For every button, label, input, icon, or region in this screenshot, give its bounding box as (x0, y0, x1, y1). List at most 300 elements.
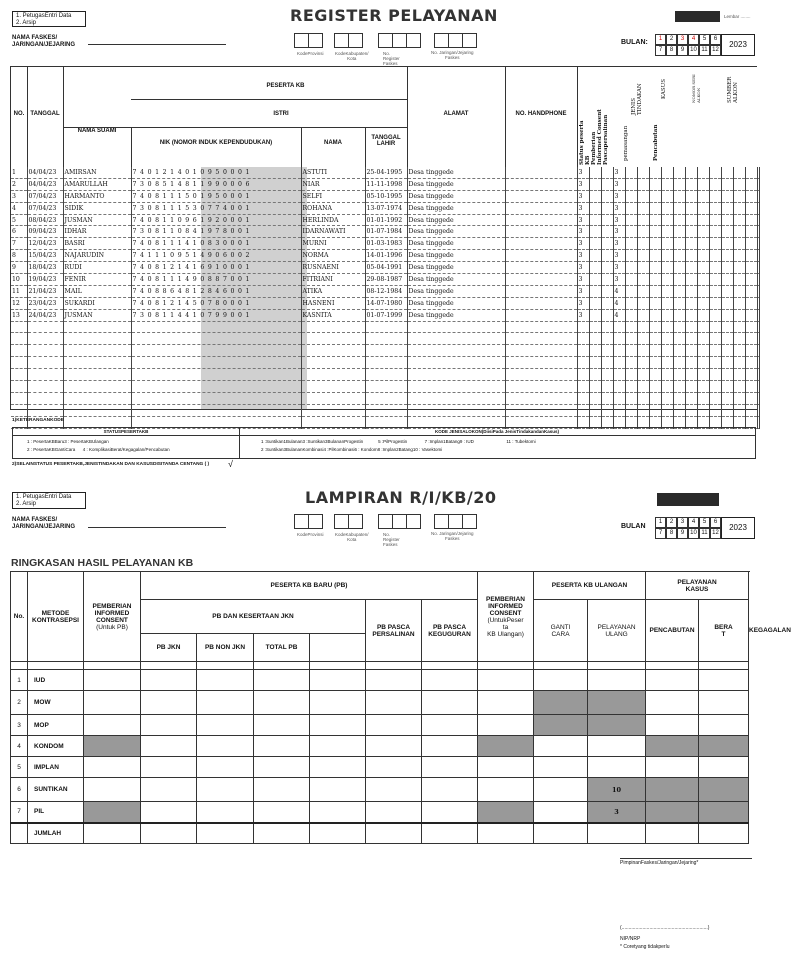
row-cell (697, 285, 709, 297)
empty-row (11, 357, 759, 369)
row-cell (625, 274, 637, 286)
summary-cell (699, 757, 749, 778)
row-cell (589, 167, 601, 178)
row-alamat: Desa tinggede (407, 274, 505, 286)
row-cell (733, 250, 745, 262)
lembar-label: Lembar ........ (724, 14, 751, 19)
row-cell (589, 250, 601, 262)
note-line: 1. PetugasEntri Data (16, 13, 72, 19)
row-cell (589, 190, 601, 202)
summary-cell (197, 778, 254, 802)
summary-cell (254, 691, 310, 715)
col-jenis: JENIS TINDAKAN (631, 83, 643, 115)
empty-row (11, 333, 759, 345)
row-cell (685, 309, 697, 321)
row-cell (649, 285, 661, 297)
summary-cell (366, 691, 422, 715)
row-cell (709, 226, 721, 238)
summary-cell (646, 757, 699, 778)
section-title: RINGKASAN HASIL PELAYANAN KB (11, 557, 194, 569)
row-nama: SELFI (301, 190, 365, 202)
summary-ulang (588, 670, 646, 691)
row-cell (661, 297, 673, 309)
row-lahir: 01-03-1983 (365, 238, 407, 250)
row-cell (709, 190, 721, 202)
coret-note: * Coretyang tidakperlu (620, 944, 670, 950)
summary-cell (478, 670, 534, 691)
row-cell (745, 178, 757, 190)
summary-no: 1 (11, 670, 28, 691)
row-cell (601, 285, 613, 297)
row-suami: JUSMAN (63, 309, 131, 321)
row-cell (697, 250, 709, 262)
month-grid-2[interactable]: 1 2 3 4 5 6 7 8 9 10 11 12 (655, 517, 721, 539)
row-status: 3 (577, 167, 589, 178)
legend-kode-line: 1 :Suntikan1Bulanan3 :Suntikan3BulananProgestin 5 :PilProgestin 7 :Implan1Batang9 : IUD 11 : Tubektomi (261, 439, 536, 444)
row-no: 13 (11, 309, 27, 321)
row-nama: KASNITA (301, 309, 365, 321)
row-cell (709, 309, 721, 321)
row-cell (637, 285, 649, 297)
row-suami: HARMANTO (63, 190, 131, 202)
row-alamat: Desa tinggede (407, 178, 505, 190)
row-cell (685, 297, 697, 309)
legend-note: 2)SELAINSTATUS PESERTAKB,JENISTINDAKAN DAN KASUSDISITANDA CENTANG ( ) (12, 462, 210, 467)
row-no: 7 (11, 238, 27, 250)
row-cell (601, 250, 613, 262)
empty-row (11, 404, 759, 416)
summary-cell (84, 757, 141, 778)
legend-status-line: 2 : PesertaKBGantiCara 4 : KomplikasiBerat/Kegagalan/Pencabutan (27, 447, 170, 452)
row-cell (601, 309, 613, 321)
row-cell (721, 178, 733, 190)
row-cell (649, 297, 661, 309)
row-nama: ROHANA (301, 202, 365, 214)
row-nama: HERLINDA (301, 214, 365, 226)
row-cell (709, 274, 721, 286)
row-cell (733, 178, 745, 190)
summary-cell (534, 778, 588, 802)
row-suami: SIDIK (63, 202, 131, 214)
table-row (11, 214, 759, 226)
nip-label: NIP/NRP (620, 936, 641, 942)
summary-metode: KONDOM (28, 736, 84, 757)
row-cell (757, 226, 759, 238)
row-cell (637, 202, 649, 214)
row-jenis: 3 (613, 202, 625, 214)
row-cell (649, 250, 661, 262)
summary-cell (699, 715, 749, 736)
legend-kode-title: KODE JENISALOKON(DiisiPada JenisTindakandanKasus) (239, 428, 755, 436)
row-nama: IDARNAWATI (301, 226, 365, 238)
summary-cell (197, 670, 254, 691)
row-tanggal: 18/04/23 (27, 262, 63, 274)
row-jenis: 3 (613, 238, 625, 250)
row-cell (721, 309, 733, 321)
row-lahir: 29-08-1987 (365, 274, 407, 286)
faskes-field[interactable] (88, 44, 226, 45)
row-cell (637, 167, 649, 178)
row-cell (673, 214, 685, 226)
summary-metode: JUMLAH (28, 823, 84, 844)
row-status: 3 (577, 214, 589, 226)
summary-cell (84, 736, 141, 757)
row-cell (733, 238, 745, 250)
row-hp (505, 226, 577, 238)
row-nik: 7408110961920001 (131, 214, 301, 226)
row-cell (721, 167, 733, 178)
summary-cell (197, 802, 254, 823)
summary-cell (310, 736, 366, 757)
row-cell (757, 167, 759, 178)
summary-cell (254, 736, 310, 757)
row-cell (721, 214, 733, 226)
row-cell (649, 214, 661, 226)
h-jkn: PB DAN KESERTAAN JKN (141, 600, 366, 634)
row-cell (589, 238, 601, 250)
row-nama: ATIKA (301, 285, 365, 297)
table-row (11, 178, 759, 190)
summary-metode: PIL (28, 802, 84, 823)
row-cell (625, 226, 637, 238)
faskes-field-2[interactable] (88, 527, 226, 528)
row-cell (745, 226, 757, 238)
row-cell (601, 238, 613, 250)
row-alamat: Desa tinggede (407, 167, 505, 178)
h-pasca-persalinan: PB PASCA PERSALINAN (366, 600, 422, 662)
row-cell (709, 167, 721, 178)
row-alamat: Desa tinggede (407, 202, 505, 214)
summary-cell (254, 778, 310, 802)
row-tanggal: 09/04/23 (27, 226, 63, 238)
summary-cell (534, 715, 588, 736)
row-cell (673, 226, 685, 238)
row-cell (709, 297, 721, 309)
row-cell (685, 285, 697, 297)
row-nama: HASNENI (301, 297, 365, 309)
summary-cell (254, 802, 310, 823)
faskes-label-2: NAMA FASKES/ JARINGAN/JEJARING (12, 517, 76, 530)
row-no: 10 (11, 274, 27, 286)
row-cell (661, 285, 673, 297)
row-cell (625, 285, 637, 297)
col-informed: Pemberian Informed Consent (591, 109, 603, 165)
code-label: No. Jaringan/Jejaring Faskes (431, 50, 474, 60)
register-table (10, 66, 757, 410)
summary-cell (699, 736, 749, 757)
row-hp (505, 285, 577, 297)
row-status: 3 (577, 202, 589, 214)
row-alamat: Desa tinggede (407, 297, 505, 309)
summary-no: 3 (11, 715, 28, 736)
row-cell (733, 285, 745, 297)
summary-cell (646, 715, 699, 736)
summary-metode: MOW (28, 691, 84, 715)
row-hp (505, 214, 577, 226)
summary-metode: IUD (28, 670, 84, 691)
row-alamat: Desa tinggede (407, 309, 505, 321)
row-cell (661, 262, 673, 274)
code-label: KodeProvinsi (297, 51, 324, 56)
summary-cell (197, 736, 254, 757)
summary-row (11, 823, 749, 844)
redacted-block-2 (657, 493, 719, 506)
row-cell (649, 202, 661, 214)
row-lahir: 08-12-1984 (365, 285, 407, 297)
table-row (11, 226, 759, 238)
summary-cell (534, 670, 588, 691)
col-peserta: PESERTA KB (266, 83, 305, 89)
row-cell (745, 262, 757, 274)
row-cell (745, 214, 757, 226)
summary-cell (422, 691, 478, 715)
row-cell (673, 202, 685, 214)
row-cell (625, 202, 637, 214)
summary-cell (141, 691, 197, 715)
distribution-notes (12, 11, 86, 27)
row-status: 3 (577, 250, 589, 262)
row-cell (601, 226, 613, 238)
row-status: 3 (577, 190, 589, 202)
row-alamat: Desa tinggede (407, 250, 505, 262)
summary-row (11, 715, 749, 736)
row-nik: 7408121416910001 (131, 262, 301, 274)
h-pencabutan: PENCABUTAN (646, 600, 699, 662)
row-jenis: 3 (613, 262, 625, 274)
summary-cell (422, 670, 478, 691)
row-cell (745, 285, 757, 297)
summary-table: No. METODE KONTRASEPSI PEMBERIAN INFORMED CONSENT (Untuk PB) PESERTA KB BARU (PB) PEMBERIAN INFORMED CONSENT (UntukPeser ta KB Ulangan) PESERTA KB ULANGAN PELAYANAN KASUS PB DAN KESERTAAN JKN PB PASCA PERSALINAN PB PASCA KEGUGURAN GANTI CARA PELAYANAN ULANG PENCABUTAN BERA T KEGAGALAN PB JKN PB NON JKN TOTAL PB 1 IUD 2 MOW 3 MOP 4 KONDOM 5 IMPLAN 6 SUNTIKAN 10 7 PIL 3 JUMLAH (10, 571, 749, 844)
row-cell (589, 226, 601, 238)
col-pencabutan: Pencabutan (653, 124, 659, 161)
summary-cell (422, 802, 478, 823)
summary-cell (646, 778, 699, 802)
row-no: 12 (11, 297, 27, 309)
row-cell (649, 274, 661, 286)
summary-cell (366, 823, 422, 844)
row-cell (649, 238, 661, 250)
row-cell (697, 297, 709, 309)
summary-cell (84, 670, 141, 691)
empty-row (11, 392, 759, 404)
row-suami: RUDI (63, 262, 131, 274)
row-cell (757, 297, 759, 309)
summary-cell (366, 757, 422, 778)
row-cell (649, 226, 661, 238)
row-cell (625, 214, 637, 226)
row-cell (661, 190, 673, 202)
summary-cell (197, 715, 254, 736)
row-cell (661, 274, 673, 286)
row-hp (505, 190, 577, 202)
col-nama: NAMA (324, 140, 342, 146)
h-informed: PEMBERIAN INFORMED CONSENT (Untuk PB) (84, 572, 141, 662)
summary-cell (534, 757, 588, 778)
col-sumber: SUMBER ALKON (727, 76, 739, 103)
row-cell (649, 262, 661, 274)
legend-status-line: 1 : PesertaKBBaru3 : PesertaKBUlangan (27, 439, 109, 444)
sign-line: (..............................................................) (620, 925, 710, 931)
summary-cell (478, 823, 534, 844)
row-cell (685, 238, 697, 250)
summary-cell (366, 802, 422, 823)
row-status: 3 (577, 178, 589, 190)
check-mark: √ (228, 459, 233, 469)
row-no: 8 (11, 250, 27, 262)
bulan-label: BULAN: (621, 39, 648, 46)
summary-cell (534, 823, 588, 844)
summary-cell (310, 670, 366, 691)
row-lahir: 05-10-1995 (365, 190, 407, 202)
row-cell (673, 238, 685, 250)
row-tanggal: 23/04/23 (27, 297, 63, 309)
row-cell (721, 262, 733, 274)
table-row (11, 274, 759, 286)
row-cell (745, 309, 757, 321)
lampiran-title: LAMPIRAN R/I/KB/20 (305, 488, 497, 507)
row-lahir: 14-01-1996 (365, 250, 407, 262)
summary-row (11, 691, 749, 715)
row-cell (697, 167, 709, 178)
h-informed-2: PEMBERIAN INFORMED CONSENT (UntukPeser ta KB Ulangan) (478, 572, 534, 662)
summary-ulang: 3 (588, 802, 646, 823)
summary-cell (534, 802, 588, 823)
row-cell (661, 250, 673, 262)
row-lahir: 05-04-1991 (365, 262, 407, 274)
row-cell (649, 190, 661, 202)
distribution-notes-2 (12, 492, 86, 509)
summary-cell (478, 778, 534, 802)
row-alamat: Desa tinggede (407, 226, 505, 238)
summary-cell (366, 715, 422, 736)
col-alamat: ALAMAT (443, 111, 469, 117)
col-pemasangan: pemasangan (623, 125, 629, 161)
row-cell (637, 262, 649, 274)
summary-cell (646, 823, 699, 844)
summary-cell (310, 802, 366, 823)
summary-cell (534, 736, 588, 757)
legend-kode-line: 2 :Suntikan3BulananKombinasi4 :PilKombinasi6 : Kondom8 :Implan2Batang10 : Vasektomi (261, 447, 443, 452)
note-line: 2. Arsip (16, 501, 37, 507)
summary-cell (422, 736, 478, 757)
row-cell (685, 178, 697, 190)
row-cell (601, 262, 613, 274)
row-cell (709, 250, 721, 262)
summary-cell (254, 823, 310, 844)
row-suami: AMARULLAH (63, 178, 131, 190)
row-tanggal: 15/04/23 (27, 250, 63, 262)
summary-cell (422, 715, 478, 736)
row-cell (589, 309, 601, 321)
summary-cell (84, 802, 141, 823)
table-row (11, 285, 759, 297)
faskes-label: NAMA FASKES/ JARINGAN/JEJARING (12, 35, 76, 48)
summary-cell (197, 823, 254, 844)
pimpinan-label: PimpinanFaskes/Jaringan/Jejaring* (620, 858, 752, 866)
row-cell (637, 178, 649, 190)
row-suami: JUSMAN (63, 214, 131, 226)
summary-ulang (588, 757, 646, 778)
row-cell (709, 285, 721, 297)
row-cell (685, 214, 697, 226)
row-tanggal: 04/04/23 (27, 178, 63, 190)
row-cell (673, 309, 685, 321)
row-cell (625, 297, 637, 309)
row-cell (697, 202, 709, 214)
summary-cell (366, 736, 422, 757)
row-cell (673, 285, 685, 297)
summary-cell (141, 736, 197, 757)
summary-metode: SUNTIKAN (28, 778, 84, 802)
row-cell (637, 226, 649, 238)
row-cell (637, 190, 649, 202)
row-jenis: 3 (613, 214, 625, 226)
row-cell (685, 190, 697, 202)
year-box: 2023 (721, 34, 755, 56)
row-cell (757, 178, 759, 190)
summary-cell (699, 691, 749, 715)
row-cell (733, 226, 745, 238)
row-cell (721, 226, 733, 238)
col-nik: NIK (NOMOR INDUK KEPENDUDUKAN) (159, 140, 273, 146)
row-cell (709, 238, 721, 250)
row-cell (673, 262, 685, 274)
row-cell (661, 202, 673, 214)
legend-title: 1)KETERANGANKODE (12, 418, 64, 423)
row-cell (661, 226, 673, 238)
row-suami: IDHAR (63, 226, 131, 238)
summary-cell (699, 670, 749, 691)
summary-cell (422, 823, 478, 844)
row-nama: ASTUTI (301, 167, 365, 178)
summary-ulang (588, 691, 646, 715)
row-cell (745, 274, 757, 286)
month-grid[interactable]: 1 2 3 4 5 6 7 8 9 10 11 12 (655, 34, 721, 56)
row-cell (757, 250, 759, 262)
row-no: 1 (11, 167, 27, 178)
code-label: No. Register Faskes (383, 532, 400, 547)
row-cell (649, 167, 661, 178)
summary-cell (646, 736, 699, 757)
row-status: 3 (577, 262, 589, 274)
h-pb-non: PB NON JKN (197, 634, 254, 662)
row-nik: 7411109514906002 (131, 250, 301, 262)
row-nama: MURNI (301, 238, 365, 250)
summary-row (11, 757, 749, 778)
row-cell (733, 262, 745, 274)
row-hp (505, 250, 577, 262)
summary-cell (422, 757, 478, 778)
summary-cell (699, 778, 749, 802)
row-jenis: 3 (613, 190, 625, 202)
summary-cell (141, 715, 197, 736)
summary-cell (141, 778, 197, 802)
row-no: 5 (11, 214, 27, 226)
summary-cell (310, 778, 366, 802)
col-istri: ISTRI (273, 111, 289, 117)
summary-row (11, 670, 749, 691)
summary-no (11, 823, 28, 844)
row-cell (589, 285, 601, 297)
summary-cell (699, 802, 749, 823)
row-cell (601, 178, 613, 190)
summary-cell (646, 691, 699, 715)
redacted-block (675, 11, 720, 22)
h-kasus: PELAYANAN KASUS (646, 572, 749, 600)
row-nama: RUSNAENI (301, 262, 365, 274)
empty-row (11, 381, 759, 393)
row-cell (637, 250, 649, 262)
